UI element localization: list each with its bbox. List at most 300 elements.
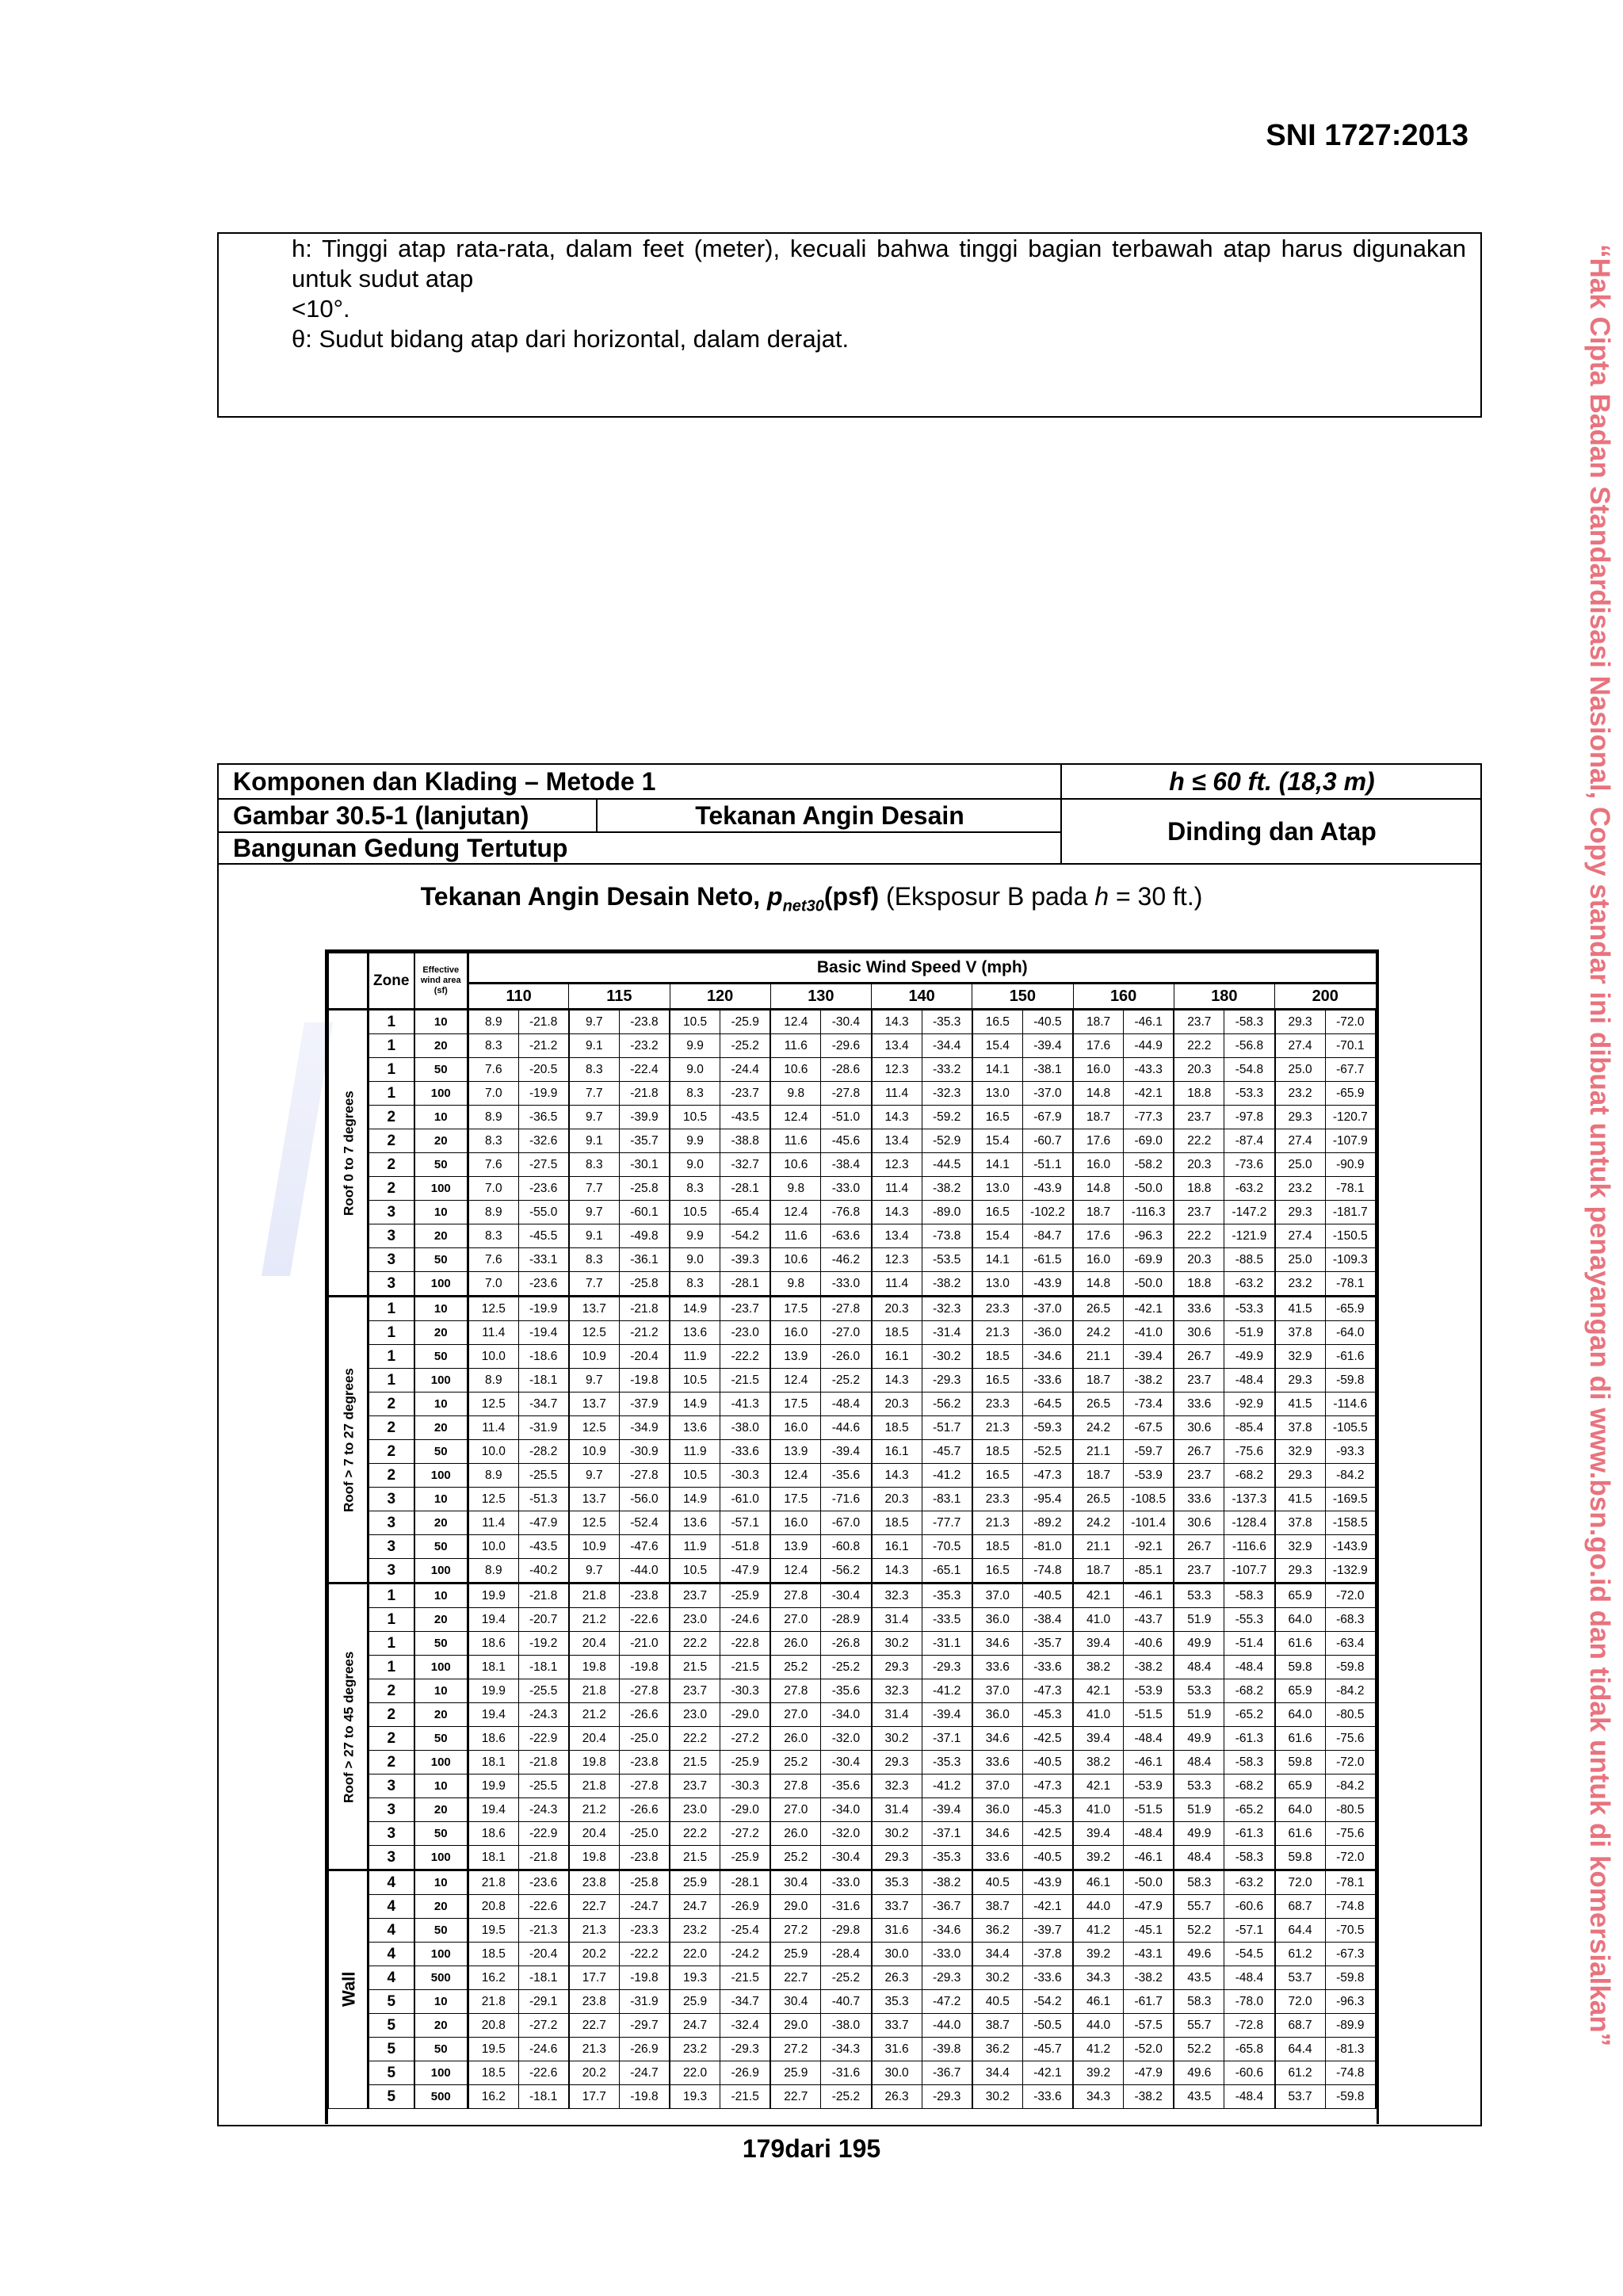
pressure-cell: 55.7 bbox=[1174, 2014, 1224, 2038]
pressure-cell: -34.0 bbox=[821, 1703, 872, 1727]
pressure-cell: 11.6 bbox=[770, 1224, 821, 1248]
row-group-label: Wall bbox=[329, 1870, 369, 2109]
speed-header: Basic Wind Speed V (mph) bbox=[468, 953, 1377, 984]
zone-cell: 4 bbox=[369, 1870, 414, 1895]
pressure-cell: 12.4 bbox=[770, 1201, 821, 1224]
pressure-cell: 37.0 bbox=[972, 1584, 1023, 1608]
pressure-cell: -32.4 bbox=[720, 2014, 771, 2038]
pressure-cell: 16.2 bbox=[468, 2085, 519, 2109]
pressure-cell: 44.0 bbox=[1073, 2014, 1124, 2038]
pressure-cell: 52.2 bbox=[1174, 1919, 1224, 1943]
pressure-cell: -26.0 bbox=[821, 1345, 872, 1369]
pressure-cell: -22.9 bbox=[518, 1727, 569, 1751]
pressure-cell: 17.5 bbox=[770, 1488, 821, 1511]
pressure-cell: -81.3 bbox=[1325, 2038, 1376, 2061]
pressure-cell: -19.2 bbox=[518, 1632, 569, 1656]
pressure-cell: 41.0 bbox=[1073, 1608, 1124, 1632]
pressure-cell: -35.7 bbox=[619, 1129, 670, 1153]
pressure-cell: 12.5 bbox=[468, 1488, 519, 1511]
pressure-cell: -29.3 bbox=[720, 2038, 771, 2061]
pressure-cell: -72.8 bbox=[1224, 2014, 1275, 2038]
pressure-cell: -28.1 bbox=[720, 1870, 771, 1895]
zone-cell: 1 bbox=[369, 1584, 414, 1608]
zone-cell: 3 bbox=[369, 1822, 414, 1846]
pressure-cell: 13.9 bbox=[770, 1535, 821, 1559]
pressure-cell: -27.2 bbox=[720, 1822, 771, 1846]
pressure-cell: 48.4 bbox=[1174, 1656, 1224, 1679]
area-cell: 10 bbox=[414, 1870, 468, 1895]
speed-column-header: 180 bbox=[1174, 984, 1274, 1010]
pressure-cell: -40.7 bbox=[821, 1990, 872, 2014]
pressure-cell: -61.6 bbox=[1325, 1345, 1376, 1369]
pressure-cell: 24.2 bbox=[1073, 1511, 1124, 1535]
pressure-cell: -56.8 bbox=[1224, 1034, 1275, 1058]
pressure-cell: -59.8 bbox=[1325, 1656, 1376, 1679]
pressure-cell: -59.8 bbox=[1325, 1369, 1376, 1392]
pressure-cell: 49.6 bbox=[1174, 1943, 1224, 1966]
pressure-cell: -51.3 bbox=[518, 1488, 569, 1511]
pressure-cell: 34.4 bbox=[972, 2061, 1023, 2085]
pressure-cell: 23.7 bbox=[1174, 1464, 1224, 1488]
pressure-cell: 41.2 bbox=[1073, 2038, 1124, 2061]
pressure-cell: -63.2 bbox=[1224, 1870, 1275, 1895]
table-row bbox=[329, 1464, 1377, 1488]
pressure-cell: 7.7 bbox=[569, 1177, 620, 1201]
pressure-cell: 30.2 bbox=[872, 1632, 922, 1656]
pressure-cell: -58.3 bbox=[1224, 1846, 1275, 1870]
pressure-cell: -72.0 bbox=[1325, 1584, 1376, 1608]
pressure-cell: -38.2 bbox=[922, 1177, 972, 1201]
pressure-cell: -89.0 bbox=[922, 1201, 972, 1224]
pressure-cell: -19.8 bbox=[619, 1966, 670, 1990]
pressure-cell: 10.6 bbox=[770, 1153, 821, 1177]
pressure-cell: 7.0 bbox=[468, 1177, 519, 1201]
pressure-cell: -55.3 bbox=[1224, 1608, 1275, 1632]
pressure-cell: -37.0 bbox=[1022, 1082, 1073, 1106]
pressure-cell: 13.7 bbox=[569, 1297, 620, 1321]
pressure-cell: 21.2 bbox=[569, 1608, 620, 1632]
pressure-cell: -57.1 bbox=[720, 1511, 771, 1535]
table-row bbox=[329, 1297, 1377, 1321]
pressure-cell: 37.8 bbox=[1275, 1416, 1326, 1440]
zone-cell: 3 bbox=[369, 1559, 414, 1584]
pressure-cell: 27.0 bbox=[770, 1608, 821, 1632]
pressure-cell: 7.7 bbox=[569, 1272, 620, 1297]
pressure-cell: 30.4 bbox=[770, 1870, 821, 1895]
pressure-cell: 20.8 bbox=[468, 1895, 519, 1919]
pressure-cell: -30.3 bbox=[720, 1679, 771, 1703]
pressure-cell: 19.4 bbox=[468, 1703, 519, 1727]
pressure-cell: -52.9 bbox=[922, 1129, 972, 1153]
pressure-cell: -21.8 bbox=[518, 1584, 569, 1608]
pressure-cell: -29.7 bbox=[619, 2014, 670, 2038]
zone-cell: 2 bbox=[369, 1129, 414, 1153]
pressure-cell: -46.1 bbox=[1124, 1010, 1174, 1034]
pressure-cell: 23.0 bbox=[670, 1608, 720, 1632]
pressure-cell: -39.7 bbox=[1022, 1919, 1073, 1943]
pressure-cell: -102.2 bbox=[1022, 1201, 1073, 1224]
area-cell: 100 bbox=[414, 1177, 468, 1201]
pressure-cell: -34.3 bbox=[821, 2038, 872, 2061]
pressure-cell: -18.6 bbox=[518, 1345, 569, 1369]
pressure-cell: -51.4 bbox=[1224, 1632, 1275, 1656]
pressure-cell: -37.9 bbox=[619, 1392, 670, 1416]
pressure-cell: -42.1 bbox=[1124, 1297, 1174, 1321]
pressure-cell: 14.3 bbox=[872, 1106, 922, 1129]
zone-cell: 3 bbox=[369, 1248, 414, 1272]
pressure-cell: 27.2 bbox=[770, 2038, 821, 2061]
pressure-cell: 18.5 bbox=[972, 1440, 1023, 1464]
zone-cell: 2 bbox=[369, 1440, 414, 1464]
pressure-cell: 14.9 bbox=[670, 1392, 720, 1416]
pressure-cell: 21.3 bbox=[569, 1919, 620, 1943]
pressure-cell: 13.7 bbox=[569, 1392, 620, 1416]
pressure-cell: -44.0 bbox=[619, 1559, 670, 1584]
table-row bbox=[329, 1584, 1377, 1608]
pressure-cell: -42.1 bbox=[1022, 2061, 1073, 2085]
pressure-cell: -88.5 bbox=[1224, 1248, 1275, 1272]
pressure-cell: -61.7 bbox=[1124, 1990, 1174, 2014]
area-cell: 10 bbox=[414, 1990, 468, 2014]
pressure-cell: 58.3 bbox=[1174, 1870, 1224, 1895]
pressure-cell: 10.6 bbox=[770, 1248, 821, 1272]
pressure-cell: -32.6 bbox=[518, 1129, 569, 1153]
table-row bbox=[329, 1345, 1377, 1369]
pressure-cell: -61.3 bbox=[1224, 1727, 1275, 1751]
table-row bbox=[329, 1321, 1377, 1345]
pressure-cell: 22.7 bbox=[770, 1966, 821, 1990]
pressure-cell: 12.4 bbox=[770, 1464, 821, 1488]
pressure-cell: 9.9 bbox=[670, 1129, 720, 1153]
pressure-cell: -107.7 bbox=[1224, 1559, 1275, 1584]
subtitle-unit: (psf) bbox=[823, 882, 880, 911]
pressure-cell: -28.9 bbox=[821, 1608, 872, 1632]
pressure-cell: 10.5 bbox=[670, 1010, 720, 1034]
pressure-cell: 21.3 bbox=[972, 1416, 1023, 1440]
pressure-cell: -30.4 bbox=[821, 1846, 872, 1870]
pressure-cell: -30.4 bbox=[821, 1010, 872, 1034]
pressure-cell: 23.8 bbox=[569, 1870, 620, 1895]
pressure-cell: 12.3 bbox=[872, 1058, 922, 1082]
pressure-cell: -32.0 bbox=[821, 1822, 872, 1846]
pressure-cell: 26.7 bbox=[1174, 1345, 1224, 1369]
pressure-cell: 10.5 bbox=[670, 1369, 720, 1392]
pressure-cell: 26.5 bbox=[1073, 1297, 1124, 1321]
zone-cell: 1 bbox=[369, 1656, 414, 1679]
pressure-cell: -31.9 bbox=[619, 1990, 670, 2014]
subtitle-main: Tekanan Angin Desain Neto, bbox=[420, 882, 768, 911]
pressure-cell: -95.4 bbox=[1022, 1488, 1073, 1511]
pressure-cell: 23.2 bbox=[670, 2038, 720, 2061]
pressure-cell: 16.0 bbox=[770, 1321, 821, 1345]
pressure-cell: -30.3 bbox=[720, 1464, 771, 1488]
pressure-cell: 41.5 bbox=[1275, 1488, 1326, 1511]
pressure-cell: 16.0 bbox=[770, 1416, 821, 1440]
pressure-cell: -84.2 bbox=[1325, 1679, 1376, 1703]
header-divider bbox=[1060, 765, 1062, 865]
table-row bbox=[329, 1010, 1377, 1034]
pressure-cell: 34.6 bbox=[972, 1727, 1023, 1751]
pressure-cell: 38.7 bbox=[972, 2014, 1023, 2038]
area-cell: 10 bbox=[414, 1392, 468, 1416]
pressure-cell: 21.8 bbox=[569, 1584, 620, 1608]
pressure-cell: -29.3 bbox=[922, 1966, 972, 1990]
pressure-cell: -73.4 bbox=[1124, 1392, 1174, 1416]
pressure-cell: -34.7 bbox=[518, 1392, 569, 1416]
pressure-cell: 46.1 bbox=[1073, 1990, 1124, 2014]
pressure-cell: -61.5 bbox=[1022, 1248, 1073, 1272]
pressure-cell: -18.1 bbox=[518, 1966, 569, 1990]
pressure-cell: 21.5 bbox=[670, 1656, 720, 1679]
area-cell: 50 bbox=[414, 1058, 468, 1082]
pressure-cell: 18.8 bbox=[1174, 1272, 1224, 1297]
pressure-cell: -44.5 bbox=[922, 1153, 972, 1177]
row-group-label: Roof > 27 to 45 degrees bbox=[329, 1584, 369, 1870]
pressure-cell: -38.2 bbox=[1124, 1369, 1174, 1392]
page-number: 179dari 195 bbox=[742, 2134, 881, 2163]
pressure-cell: -43.5 bbox=[518, 1535, 569, 1559]
pressure-cell: 31.4 bbox=[872, 1703, 922, 1727]
pressure-cell: 37.8 bbox=[1275, 1511, 1326, 1535]
pressure-cell: 21.5 bbox=[670, 1751, 720, 1775]
pressure-cell: -28.1 bbox=[720, 1177, 771, 1201]
pressure-cell: 7.6 bbox=[468, 1153, 519, 1177]
zone-cell: 2 bbox=[369, 1416, 414, 1440]
pressure-cell: 27.4 bbox=[1275, 1224, 1326, 1248]
pressure-cell: 20.4 bbox=[569, 1822, 620, 1846]
pressure-cell: 18.6 bbox=[468, 1632, 519, 1656]
pressure-cell: -23.0 bbox=[720, 1321, 771, 1345]
pressure-cell: -22.4 bbox=[619, 1058, 670, 1082]
pressure-cell: -50.0 bbox=[1124, 1272, 1174, 1297]
zone-cell: 5 bbox=[369, 2061, 414, 2085]
pressure-cell: 38.2 bbox=[1073, 1751, 1124, 1775]
pressure-cell: 22.7 bbox=[770, 2085, 821, 2109]
pressure-cell: -31.6 bbox=[821, 2061, 872, 2085]
pressure-cell: -57.5 bbox=[1124, 2014, 1174, 2038]
table-row bbox=[329, 1177, 1377, 1201]
pressure-cell: 23.2 bbox=[670, 1919, 720, 1943]
pressure-cell: -51.0 bbox=[821, 1106, 872, 1129]
zone-cell: 2 bbox=[369, 1177, 414, 1201]
pressure-cell: -30.4 bbox=[821, 1751, 872, 1775]
pressure-cell: -48.4 bbox=[1224, 1966, 1275, 1990]
pressure-cell: -56.2 bbox=[821, 1559, 872, 1584]
pressure-cell: 22.7 bbox=[569, 1895, 620, 1919]
pressure-cell: -23.8 bbox=[619, 1584, 670, 1608]
pressure-cell: 53.3 bbox=[1174, 1775, 1224, 1798]
pressure-cell: 13.6 bbox=[670, 1511, 720, 1535]
pressure-cell: 8.3 bbox=[670, 1082, 720, 1106]
pressure-cell: -75.6 bbox=[1325, 1822, 1376, 1846]
pressure-cell: -25.0 bbox=[619, 1727, 670, 1751]
pressure-cell: -44.9 bbox=[1124, 1034, 1174, 1058]
pressure-cell: -20.7 bbox=[518, 1608, 569, 1632]
definition-h-continued: <10°. bbox=[292, 295, 350, 323]
pressure-cell: -43.7 bbox=[1124, 1608, 1174, 1632]
pressure-cell: 44.0 bbox=[1073, 1895, 1124, 1919]
pressure-cell: -58.3 bbox=[1224, 1010, 1275, 1034]
pressure-cell: 14.8 bbox=[1073, 1082, 1124, 1106]
pressure-cell: 53.3 bbox=[1174, 1679, 1224, 1703]
pressure-cell: 20.3 bbox=[872, 1297, 922, 1321]
pressure-cell: 9.7 bbox=[569, 1201, 620, 1224]
pressure-cell: -59.3 bbox=[1022, 1416, 1073, 1440]
pressure-cell: -53.9 bbox=[1124, 1775, 1174, 1798]
pressure-cell: -47.9 bbox=[1124, 1895, 1174, 1919]
pressure-cell: 24.2 bbox=[1073, 1321, 1124, 1345]
pressure-cell: -75.6 bbox=[1325, 1727, 1376, 1751]
pressure-cell: -34.6 bbox=[922, 1919, 972, 1943]
pressure-cell: 21.1 bbox=[1073, 1345, 1124, 1369]
wind-pressure-table bbox=[328, 953, 1377, 2109]
copyright-watermark: “Hak Cipta Badan Standardisasi Nasional, Copy standar ini dibuat untuk penayangan di www.bsn.go.id dan tidak untuk di komersialkan” bbox=[1584, 243, 1615, 2047]
pressure-cell: -29.0 bbox=[720, 1703, 771, 1727]
pressure-cell: -42.5 bbox=[1022, 1727, 1073, 1751]
pressure-cell: 23.0 bbox=[670, 1703, 720, 1727]
pressure-cell: 33.6 bbox=[972, 1656, 1023, 1679]
pressure-cell: 17.5 bbox=[770, 1297, 821, 1321]
pressure-cell: -36.7 bbox=[922, 2061, 972, 2085]
pressure-cell: -68.3 bbox=[1325, 1608, 1376, 1632]
pressure-cell: -33.1 bbox=[518, 1248, 569, 1272]
pressure-cell: -32.3 bbox=[922, 1297, 972, 1321]
pressure-cell: 19.8 bbox=[569, 1846, 620, 1870]
table-row bbox=[329, 1632, 1377, 1656]
pressure-cell: -27.8 bbox=[619, 1679, 670, 1703]
pressure-cell: 8.9 bbox=[468, 1201, 519, 1224]
pressure-cell: 18.5 bbox=[872, 1416, 922, 1440]
pressure-cell: -20.4 bbox=[518, 1943, 569, 1966]
pressure-cell: -23.2 bbox=[619, 1034, 670, 1058]
pressure-cell: 19.9 bbox=[468, 1775, 519, 1798]
area-cell: 20 bbox=[414, 1798, 468, 1822]
pressure-cell: 18.7 bbox=[1073, 1106, 1124, 1129]
zone-cell: 2 bbox=[369, 1751, 414, 1775]
pressure-cell: 32.9 bbox=[1275, 1345, 1326, 1369]
pressure-cell: -40.5 bbox=[1022, 1584, 1073, 1608]
pressure-cell: 14.3 bbox=[872, 1369, 922, 1392]
pressure-cell: 20.2 bbox=[569, 1943, 620, 1966]
pressure-cell: -53.9 bbox=[1124, 1679, 1174, 1703]
pressure-cell: -33.2 bbox=[922, 1058, 972, 1082]
pressure-cell: -78.1 bbox=[1325, 1870, 1376, 1895]
table-row bbox=[329, 1966, 1377, 1990]
pressure-cell: 25.0 bbox=[1275, 1248, 1326, 1272]
area-cell: 50 bbox=[414, 1248, 468, 1272]
pressure-cell: 35.3 bbox=[872, 1990, 922, 2014]
pressure-cell: 30.0 bbox=[872, 2061, 922, 2085]
zone-cell: 3 bbox=[369, 1488, 414, 1511]
pressure-cell: 20.4 bbox=[569, 1727, 620, 1751]
pressure-cell: 18.7 bbox=[1073, 1010, 1124, 1034]
pressure-cell: -41.3 bbox=[720, 1392, 771, 1416]
pressure-cell: 8.9 bbox=[468, 1369, 519, 1392]
table-row bbox=[329, 1751, 1377, 1775]
pressure-cell: -89.9 bbox=[1325, 2014, 1376, 2038]
pressure-cell: -60.1 bbox=[619, 1201, 670, 1224]
table-row bbox=[329, 1679, 1377, 1703]
pressure-cell: -54.8 bbox=[1224, 1058, 1275, 1082]
pressure-cell: -48.4 bbox=[1224, 1369, 1275, 1392]
pressure-cell: -51.1 bbox=[1022, 1153, 1073, 1177]
pressure-cell: -63.4 bbox=[1325, 1632, 1376, 1656]
pressure-cell: -39.3 bbox=[720, 1248, 771, 1272]
pressure-cell: 19.4 bbox=[468, 1798, 519, 1822]
pressure-cell: 42.1 bbox=[1073, 1679, 1124, 1703]
pressure-cell: -48.4 bbox=[1224, 1656, 1275, 1679]
area-cell: 20 bbox=[414, 1416, 468, 1440]
pressure-cell: -70.5 bbox=[1325, 1919, 1376, 1943]
zone-cell: 3 bbox=[369, 1775, 414, 1798]
area-cell: 20 bbox=[414, 1608, 468, 1632]
area-cell: 10 bbox=[414, 1201, 468, 1224]
pressure-cell: 32.3 bbox=[872, 1584, 922, 1608]
pressure-cell: -21.8 bbox=[619, 1297, 670, 1321]
pressure-cell: 25.2 bbox=[770, 1846, 821, 1870]
pressure-cell: 8.3 bbox=[569, 1153, 620, 1177]
pressure-cell: -42.5 bbox=[1022, 1822, 1073, 1846]
pressure-cell: -36.5 bbox=[518, 1106, 569, 1129]
pressure-cell: -57.1 bbox=[1224, 1919, 1275, 1943]
pressure-cell: 65.9 bbox=[1275, 1679, 1326, 1703]
pressure-cell: -21.5 bbox=[720, 1966, 771, 1990]
pressure-cell: 55.7 bbox=[1174, 1895, 1224, 1919]
pressure-cell: 31.4 bbox=[872, 1608, 922, 1632]
pressure-cell: -143.9 bbox=[1325, 1535, 1376, 1559]
pressure-cell: -41.2 bbox=[922, 1775, 972, 1798]
pressure-cell: 7.0 bbox=[468, 1082, 519, 1106]
figure-scope: Dinding dan Atap bbox=[1062, 800, 1482, 865]
pressure-cell: 8.9 bbox=[468, 1559, 519, 1584]
table-row bbox=[329, 1416, 1377, 1440]
area-cell: 500 bbox=[414, 1966, 468, 1990]
pressure-cell: -51.8 bbox=[720, 1535, 771, 1559]
pressure-cell: -49.8 bbox=[619, 1224, 670, 1248]
pressure-cell: 17.5 bbox=[770, 1392, 821, 1416]
zone-cell: 4 bbox=[369, 1966, 414, 1990]
pressure-cell: -26.9 bbox=[619, 2038, 670, 2061]
subtitle-h: h bbox=[1094, 882, 1109, 911]
zone-cell: 1 bbox=[369, 1058, 414, 1082]
pressure-cell: -36.7 bbox=[922, 1895, 972, 1919]
pressure-cell: -97.8 bbox=[1224, 1106, 1275, 1129]
pressure-cell: 11.4 bbox=[872, 1272, 922, 1297]
subtitle-sub: net30 bbox=[782, 897, 824, 915]
pressure-cell: -31.1 bbox=[922, 1632, 972, 1656]
zone-cell: 2 bbox=[369, 1153, 414, 1177]
pressure-cell: -39.4 bbox=[1124, 1345, 1174, 1369]
pressure-cell: -38.2 bbox=[1124, 1656, 1174, 1679]
area-cell: 20 bbox=[414, 1224, 468, 1248]
pressure-cell: -19.8 bbox=[619, 2085, 670, 2109]
zone-cell: 4 bbox=[369, 1943, 414, 1966]
pressure-cell: -65.2 bbox=[1224, 1798, 1275, 1822]
pressure-cell: 22.2 bbox=[670, 1632, 720, 1656]
pressure-cell: -30.1 bbox=[619, 1153, 670, 1177]
pressure-cell: -128.4 bbox=[1224, 1511, 1275, 1535]
pressure-cell: 14.3 bbox=[872, 1201, 922, 1224]
pressure-cell: -40.5 bbox=[1022, 1846, 1073, 1870]
pressure-cell: 29.3 bbox=[1275, 1106, 1326, 1129]
table-row bbox=[329, 1272, 1377, 1297]
pressure-cell: -41.2 bbox=[922, 1679, 972, 1703]
definitions-box bbox=[217, 232, 1482, 418]
pressure-cell: -65.8 bbox=[1224, 2038, 1275, 2061]
area-cell: 50 bbox=[414, 1440, 468, 1464]
pressure-cell: 13.4 bbox=[872, 1129, 922, 1153]
pressure-cell: -64.0 bbox=[1325, 1321, 1376, 1345]
